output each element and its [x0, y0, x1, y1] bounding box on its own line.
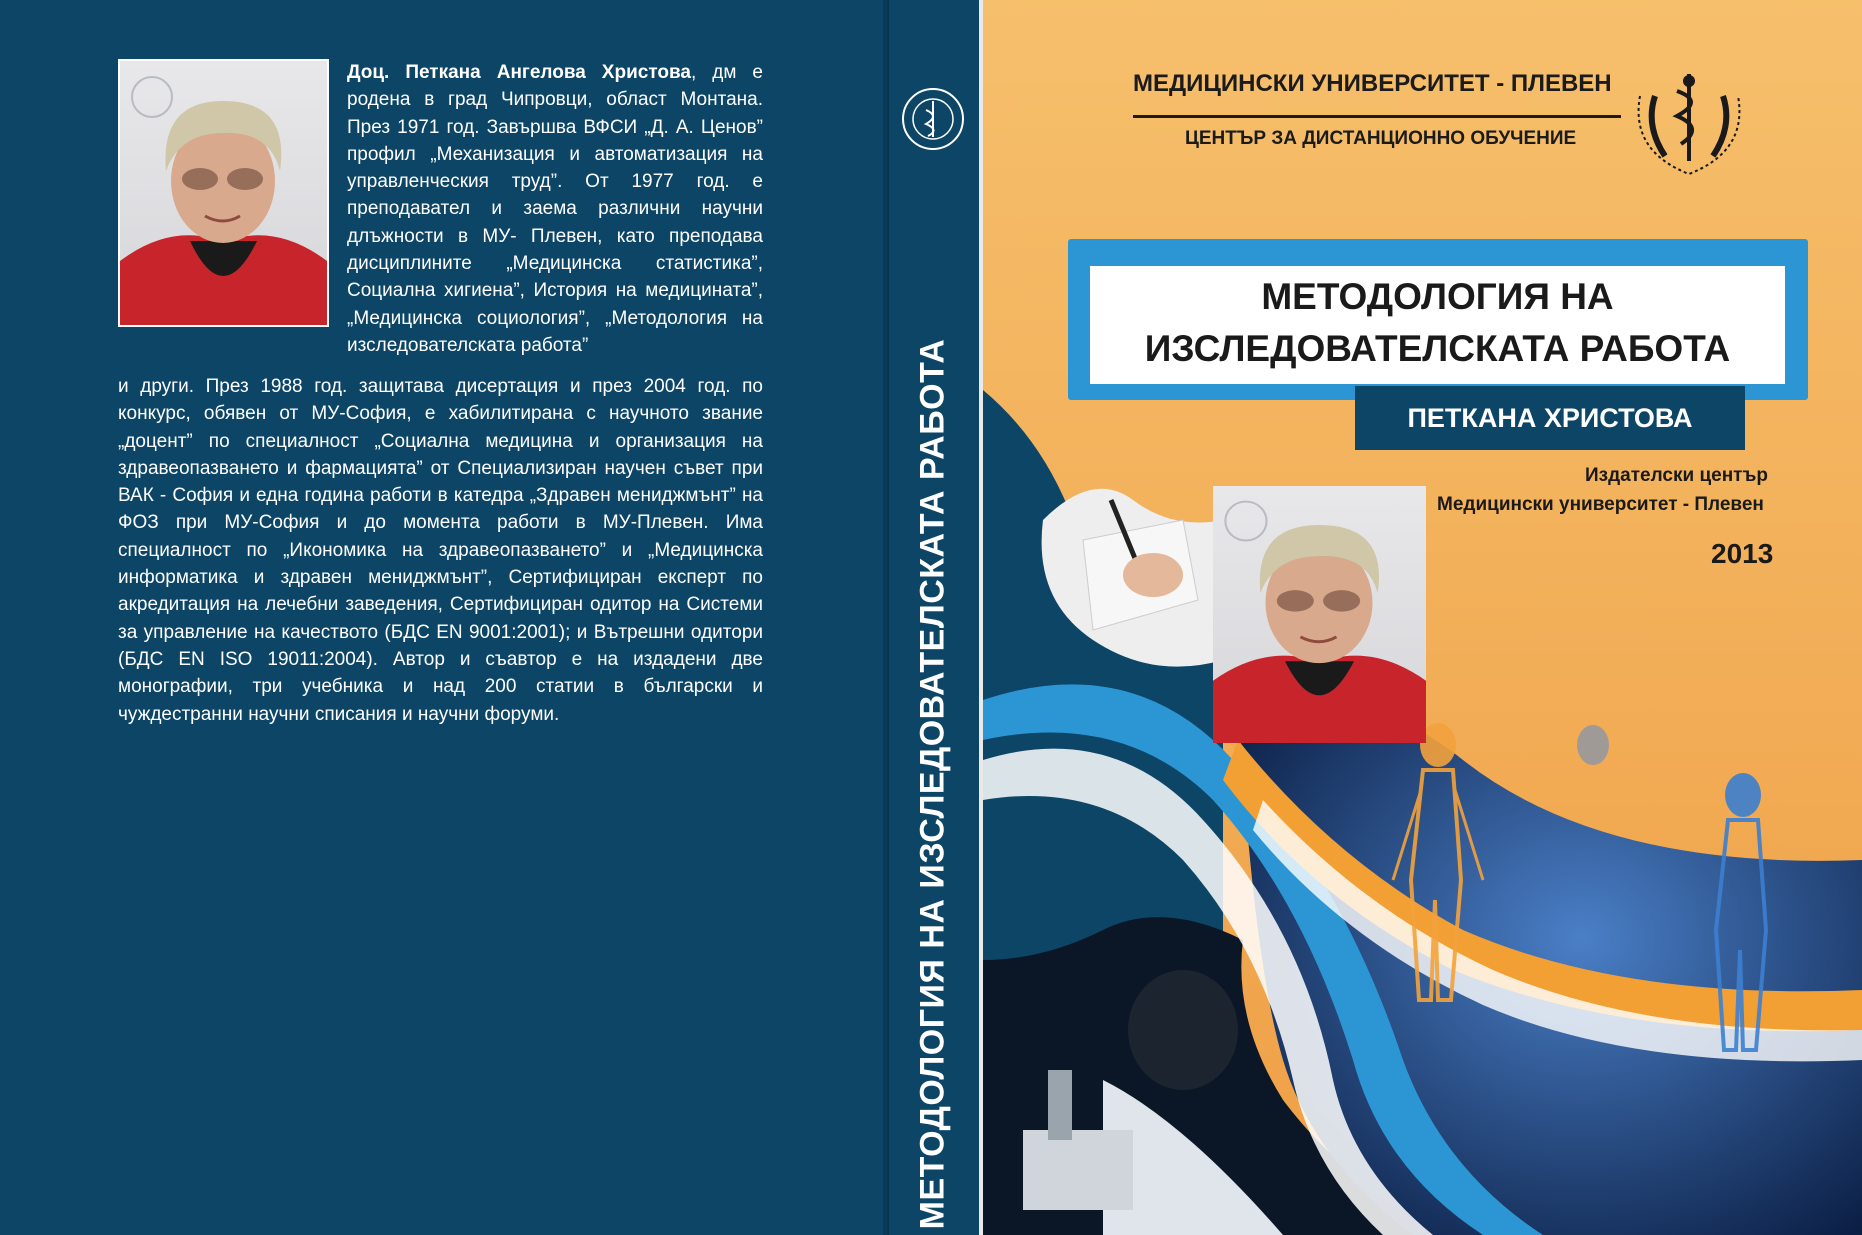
author-photo-front: [1213, 486, 1426, 743]
author-bio-intro-text: , дм е родена в град Чипровци, област Монтана. През 1971 год. Завършва ВФСИ „Д. А. Ценов” профил „Механизация и автоматизация на управленческия труд”. От 1977 год. е преподавател и заема различни научни длъжности в МУ- Плевен, като преподава дисциплините „Медицинска статистика”, Социална хигиена”, История на медицината”, „Медицинска социология”, „Методология на изследователската работа”: [347, 62, 763, 356]
author-name-bar: ПЕТКАНА ХРИСТОВА: [1355, 386, 1745, 450]
book-title-line2: ИЗСЛЕДОВАТЕЛСКАТА РАБОТА: [1144, 328, 1731, 369]
university-logo: [1625, 56, 1753, 184]
spine-logo: [898, 84, 968, 154]
author-bio-name: Доц. Петкана Ангелова Христова: [347, 62, 691, 83]
author-bio-intro: [347, 59, 763, 359]
university-underline: [1133, 115, 1621, 118]
publisher-line2: Медицински университет - Плевен: [1437, 494, 1764, 515]
author-bio-continued: и други. През 1988 год. защитава дисертация и през 2004 год. по конкурс, обявен от МУ-София, е хабилитирана с научното звание „доцент” по специалност „Социална медицина и организация на здравеопазването и фармацията” от Специализиран научен съвет при ВАК - София и една година работи в катедра „Здравен мениджмънт” на ФОЗ при МУ-София и до момента работи в МУ-Плевен. Има специалност по „Икономика на здравеопазването” и „Медицинска информатика и здравен мениджмънт”, Сертифициран експерт по акредитация на лечебни заведения, Сертифициран одитор на Системи за управление на качеството (БДС EN 9001:2001); и Вътрешни одитори (БДС EN ISO 19011:2004). Автор и съавтор е на издадени две монографии, три учебника и над 200 статии в български и чуждестранни научни списания и научни форуми.: [118, 376, 763, 725]
title-box: [1090, 266, 1785, 384]
publication-year: 2013: [1711, 538, 1774, 569]
center-name: ЦЕНТЪР ЗА ДИСТАНЦИОННО ОБУЧЕНИЕ: [1185, 128, 1577, 149]
publisher-line1: Издателски център: [1585, 465, 1768, 486]
spine-title: МЕТОДОЛОГИЯ НА ИЗСЛЕДОВАТЕЛСКАТА РАБОТА: [913, 338, 952, 1230]
book-title-line1: МЕТОДОЛОГИЯ НА: [1261, 276, 1614, 317]
university-name: МЕДИЦИНСКИ УНИВЕРСИТЕТ - ПЛЕВЕН: [1133, 70, 1612, 97]
author-photo-back: [118, 59, 329, 327]
